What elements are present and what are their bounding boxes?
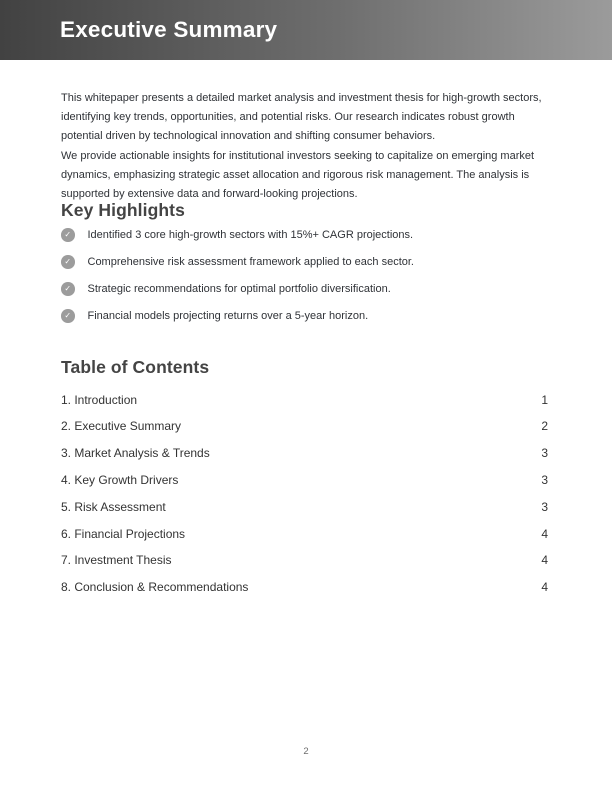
intro-paragraph: We provide actionable insights for institutional investors seeking to capitalize on emerging market dynamics, emphasizing strategic asset allocation and rigorous risk management. The analysis is supported by extensive data and forward-looking projections.	[61, 149, 535, 201]
toc-entry	[61, 440, 548, 467]
toc-entry	[61, 574, 548, 601]
toc-entry-page-number: 2	[541, 419, 548, 434]
page-header-banner	[0, 0, 612, 60]
toc-entry-page-number: 3	[541, 446, 548, 461]
toc-entry	[61, 386, 548, 413]
table-of-contents	[61, 386, 548, 600]
highlight-text: Strategic recommendations for optimal portfolio diversification.	[87, 283, 391, 296]
toc-entry-page-number: 3	[541, 499, 548, 514]
highlight-text: Financial models projecting returns over a 5-year horizon.	[87, 310, 369, 323]
toc-entry-label: 3. Market Analysis & Trends	[61, 446, 210, 461]
toc-entry-page-number: 4	[541, 580, 548, 595]
toc-entry-label: 4. Key Growth Drivers	[61, 473, 179, 487]
toc-entry	[61, 520, 548, 547]
toc-entry-label: 6. Financial Projections	[61, 526, 186, 541]
list-item	[61, 255, 548, 269]
key-highlights-heading: Key Highlights	[61, 200, 185, 221]
toc-entry-label: 1. Introduction	[61, 392, 138, 407]
intro-paragraph: This whitepaper presents a detailed market analysis and investment thesis for high-growth sectors, identifying key trends, opportunities, and potential risks. Our research indicates robust growth potential driven by technological innovation and shifting consumer behaviors.	[61, 92, 542, 143]
page-title: Executive Summary	[60, 17, 278, 42]
toc-entry	[61, 493, 548, 520]
toc-entry-label: 8. Conclusion & Recommendations	[61, 580, 249, 595]
toc-entry-label: 2. Executive Summary	[61, 419, 182, 434]
toc-entry	[61, 467, 548, 494]
check-icon: ✓	[61, 309, 75, 323]
list-item	[61, 228, 548, 242]
toc-entry	[61, 413, 548, 440]
check-icon: ✓	[61, 228, 75, 242]
toc-entry-page-number: 1	[541, 392, 548, 407]
toc-entry-label: 7. Investment Thesis	[61, 553, 172, 568]
highlight-text: Comprehensive risk assessment framework applied to each sector.	[87, 256, 414, 269]
page-number-footer: 2	[303, 746, 309, 757]
toc-entry-page-number: 4	[541, 526, 548, 541]
toc-entry-page-number: 4	[541, 553, 548, 568]
toc-entry-label: 5. Risk Assessment	[61, 499, 166, 514]
highlight-text: Identified 3 core high-growth sectors with 15%+ CAGR projections.	[87, 229, 414, 242]
page-content	[0, 60, 612, 601]
list-item	[61, 309, 548, 323]
toc-entry-page-number: 3	[541, 473, 548, 487]
key-highlights-list	[61, 228, 548, 323]
list-item	[61, 282, 548, 296]
check-icon: ✓	[61, 255, 75, 269]
table-of-contents-heading: Table of Contents	[61, 357, 210, 378]
toc-entry	[61, 547, 548, 574]
check-icon: ✓	[61, 282, 75, 296]
